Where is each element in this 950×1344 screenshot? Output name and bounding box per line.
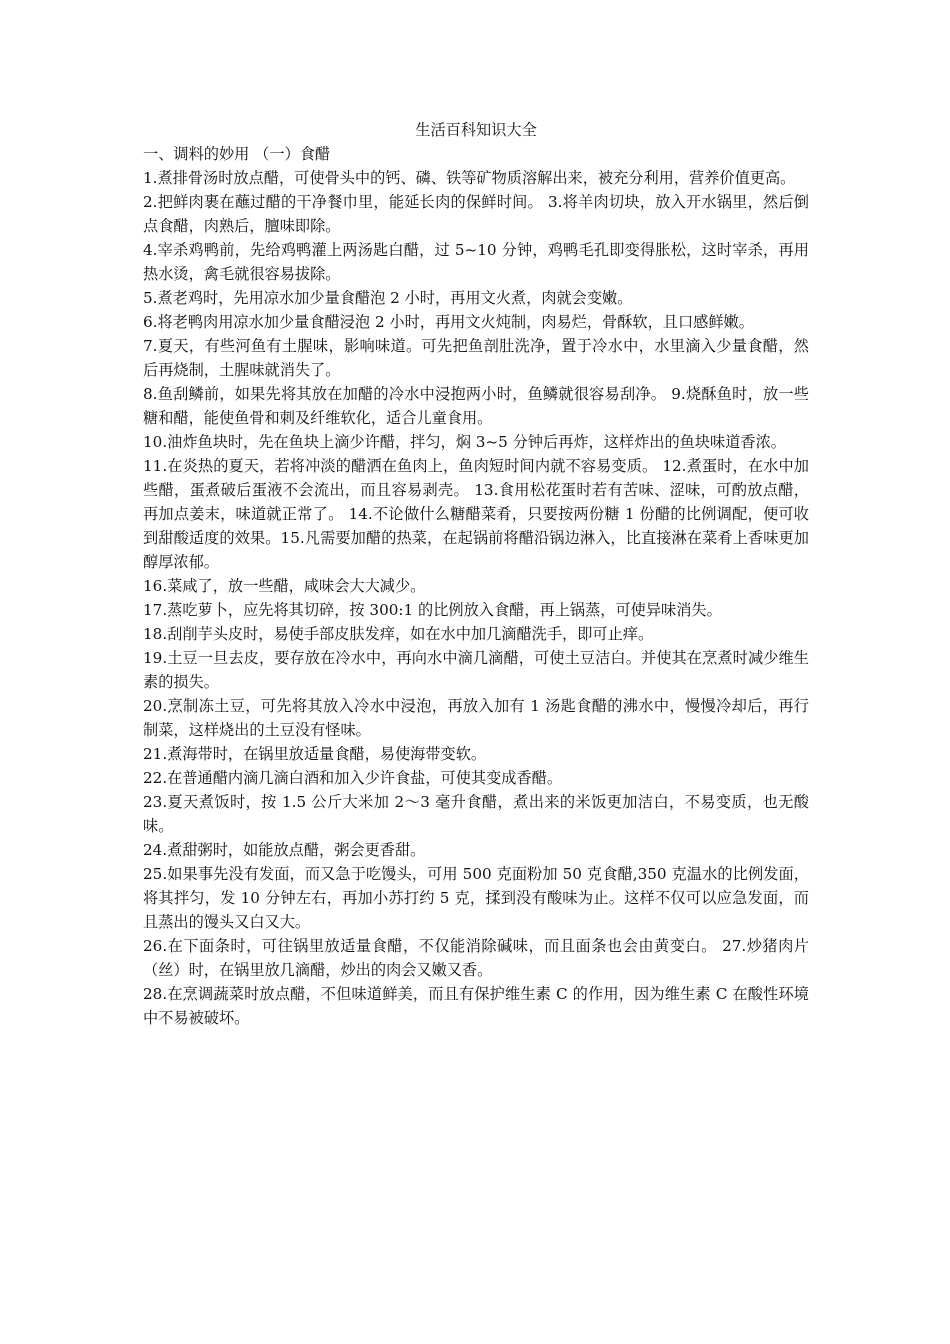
paragraph-7: 8.鱼刮鳞前，如果先将其放在加醋的冷水中浸抱两小时，鱼鳞就很容易刮净。 9.烧酥鱼时，放一些糖和醋，能使鱼骨和刺及纤维软化，适合儿童食用。 [143, 385, 809, 427]
paragraph-18: 24.煮甜粥时，如能放点醋，粥会更香甜。 [143, 841, 426, 859]
paragraph-17: 23.夏天煮饭时，按 1.5 公斤大米加 2～3 毫升食醋，煮出来的米饭更加洁白，不易变质，也无酸味。 [143, 793, 809, 835]
paragraph-21: 28.在烹调蔬菜时放点醋，不但味道鲜美，而且有保护维生素 C 的作用，因为维生素 C 在酸性环境中不易被破坏。 [143, 985, 809, 1027]
document-body [143, 118, 809, 1030]
paragraph-14: 20.烹制冻土豆，可先将其放入冷水中浸泡，再放入加有 1 汤匙食醋的沸水中，慢慢冷却后，再行制菜，这样烧出的土豆没有怪味。 [143, 697, 809, 739]
paragraph-20: 26.在下面条时，可往锅里放适量食醋，不仅能消除碱味，而且面条也会由黄变白。 27.炒猪肉片（丝）时，在锅里放几滴醋，炒出的肉会又嫩又香。 [143, 937, 809, 979]
paragraph-19: 25.如果事先没有发面，而又急于吃馒头，可用 500 克面粉加 50 克食醋,350 克温水的比例发面，将其拌匀，发 10 分钟左右，再加小苏打约 5 克，揉到没有酸味为止。这样不仅可以应急发面，而且蒸出的馒头又白又大。 [143, 865, 809, 931]
paragraph-13: 19.土豆一旦去皮，要存放在冷水中，再向水中滴几滴醋，可使土豆洁白。并使其在烹煮时减少维生素的损失。 [143, 649, 809, 691]
paragraph-4: 5.煮老鸡时，先用凉水加少量食醋泡 2 小时，再用文火煮，肉就会变嫩。 [143, 289, 633, 307]
section-heading: 一、调料的妙用 （一）食醋 [143, 145, 331, 163]
document-title: 生活百科知识大全 [415, 121, 537, 139]
paragraph-5: 6.将老鸭肉用凉水加少量食醋浸泡 2 小时，再用文火炖制，肉易烂，骨酥软，且口感鲜嫩。 [143, 313, 754, 331]
paragraph-3: 4.宰杀鸡鸭前，先给鸡鸭灌上两汤匙白醋，过 5~10 分钟，鸡鸭毛孔即变得胀松，这时宰杀，再用热水烫，禽毛就很容易拔除。 [143, 241, 809, 283]
paragraph-12: 18.刮削芋头皮时，易使手部皮肤发痒，如在水中加几滴醋洗手，即可止痒。 [143, 625, 654, 643]
paragraph-6: 7.夏天，有些河鱼有土腥味，影响味道。可先把鱼剖肚洗净，置于冷水中，水里滴入少量食醋，然后再烧制，土腥味就消失了。 [143, 337, 809, 379]
paragraph-16: 22.在普通醋内滴几滴白酒和加入少许食盐，可使其变成香醋。 [143, 769, 563, 787]
paragraph-11: 17.蒸吃萝卜，应先将其切碎，按 300:1 的比例放入食醋，再上锅蒸，可使异味消失。 [143, 601, 722, 619]
paragraph-9: 11.在炎热的夏天，若将冲淡的醋洒在鱼肉上，鱼肉短时间内就不容易变质。 12.煮蛋时，在水中加些醋，蛋煮破后蛋液不会流出，而且容易剥壳。 13.食用松花蛋时若有苦味、涩味，可酌放点醋，再加点姜末，味道就正常了。 14.不论做什么糖醋菜肴，只要按两份糖 1 份醋的比例调配，便可收到甜酸适度的效果。15.凡需要加醋的热菜，在起锅前将醋沿锅边淋入，比直接淋在菜肴上香味更加醇厚浓郁。 [143, 457, 809, 571]
paragraph-1: 1.煮排骨汤时放点醋，可使骨头中的钙、磷、铁等矿物质溶解出来，被充分利用，营养价值更高。 [143, 169, 796, 187]
paragraph-15: 21.煮海带时，在锅里放适量食醋，易使海带变软。 [143, 745, 487, 763]
paragraph-2: 2.把鲜肉裹在蘸过醋的干净餐巾里，能延长肉的保鲜时间。 3.将羊肉切块，放入开水锅里，然后倒点食醋，肉熟后，膻味即除。 [143, 193, 809, 235]
paragraph-8: 10.油炸鱼块时，先在鱼块上滴少许醋，拌匀，焖 3~5 分钟后再炸，这样炸出的鱼块味道香浓。 [143, 433, 786, 451]
paragraph-10: 16.菜咸了，放一些醋，咸味会大大减少。 [143, 577, 426, 595]
